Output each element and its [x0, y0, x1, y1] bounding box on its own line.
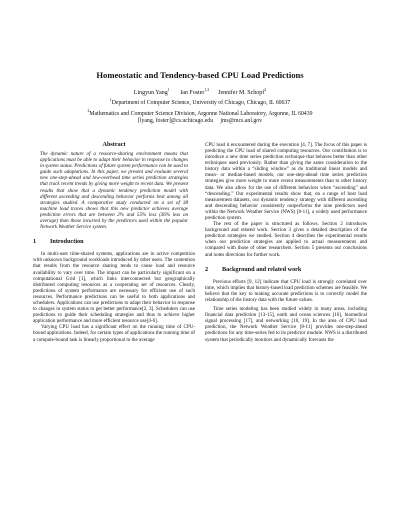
author-line: [33, 87, 367, 97]
affiliation-line: [33, 97, 367, 107]
section-heading: [33, 239, 195, 245]
section-number: 2: [205, 265, 209, 273]
affiliation-mark: 1: [109, 98, 112, 103]
section-title: Background and related work: [222, 265, 302, 273]
body-paragraph: Previous efforts [9, 12] indicate that CPU load is strongly correlated over time, which implies that history-based load prediction schemes are feasible. We believe that the key to making accurate predictions is to correctly model the relationship of the history data with the future values.: [205, 278, 367, 304]
section-heading: [205, 267, 367, 273]
author-name: Lingyun Yang: [133, 90, 168, 96]
affiliation-mark: 2: [87, 108, 90, 113]
author-name: Jennifer M. Schopf: [218, 90, 265, 96]
affiliation-text: Department of Computer Science, University of Chicago, Chicago, IL 60637: [111, 100, 291, 107]
author-emails: [lyang, foster]@cs.uchicago.edu jms@mcs.anl.gov: [137, 117, 263, 124]
section-title: Introduction: [50, 238, 84, 246]
body-paragraph: CPU load it encountered during the execution [4, 7]. The focus of this paper is predicting the CPU load of shared computing resources. Our contribution is to introduce a new time series prediction technique that behaves better than other techniques used previously. Rather than giving the same consideration to the history data within a “sliding window” as do traditional linear models and mean- or median-based models, our one-step-ahead time series prediction strategies give more weight to more recent measurements than to other history data. We also allow for the use of different behaviors when “ascending” and “descending.” Our experimental results show that, on a range of host load measurement datasets, our dynamic tendency strategy with different ascending and descending behavior consistently outperforms the nine predictors used within the Network Weather Service (NWS) [8-11], a widely used performance prediction system.: [205, 141, 367, 221]
body-paragraph: In multi-user time-shared systems, applications are in active competition with unknown background workloads introduced by other users. The contention that results from the resource sharing tends to cause load and resource availability to vary over time. The impact can be particularly significant on a computational Grid [1], which links interconnected but geographically distributed computing resources as a cooperating set of resources. Clearly, predictions of system performance are necessary for efficient use of such resources. Performance predictions can be useful to both applications and schedulers. Applications can use predictions to adapt their behavior in response to changes in system status to get better performance[2, 3]. Schedulers can use predictions to guide their scheduling strategies and thus to achieve higher application performance and more efficient resource use[4-6].: [33, 251, 195, 325]
body-paragraph: Time series modeling has been studied widely in many areas, including financial data prediction [13-15], earth and ocean sciences [16], biomedical signal processing [17], and networking [18, 19]. In the area of CPU load prediction, the Network Weather Service [8-11] provides one-step-ahead predictions for any time-series fed to its predictor module. NWS is a distributed system that periodically monitors and dynamically forecasts the: [205, 306, 367, 343]
paper-title: Homeostatic and Tendency-based CPU Load Predictions: [96, 70, 304, 80]
left-column: [33, 142, 195, 343]
body-paragraph: Varying CPU load has a significant effect on the running time of CPU-bound applications. Indeed, for certain types of applications the running time of a compute-bound task is linearly proportional to the average: [33, 324, 195, 343]
abstract-heading: Abstract: [102, 140, 126, 148]
author-affiliation-mark: 2: [264, 88, 267, 92]
author-affiliation-mark: 1,2: [204, 88, 210, 92]
author-affiliation-mark: 1: [167, 88, 170, 92]
author-name: Ian Foster: [180, 90, 205, 96]
two-column-body: [33, 142, 367, 343]
affiliation-text: Mathematics and Computer Science Division, Argonne National Laboratory, Argonne, IL 60439: [89, 110, 313, 117]
affiliation-line: [33, 108, 367, 118]
body-paragraph: The rest of the paper is structured as follows. Section 2 introduces background and related work. Section 3 gives a detailed description of the prediction strategies we studied. Section 4 describes the experimental results when our prediction strategies are applied to actual measurements and compared with those of other researchers. Section 5 presents our conclusions and notes directions for further work.: [205, 221, 367, 258]
section-number: 1: [33, 238, 37, 246]
abstract-text: The dynamic nature of a resource-sharing environment means that applications must be able to adapt their behavior in response to changes in system status. Predictions of future system performance can be used to guide such adaptations. In this paper, we present and evaluate several new one-step-ahead and low-overhead time series prediction strategies that track recent trends by giving more weight to recent data. We present results that show that a dynamic tendency prediction model with different ascending and descending behavior performs best among all strategies studied. A comparative study conducted on a set of 38 machine load traces shows that this new predictor achieves average prediction errors that are between 2% and 55% less (36% less on average) than those incurred by the predictors used within the popular Network Weather Service system.: [40, 150, 188, 231]
right-column: [205, 142, 367, 343]
